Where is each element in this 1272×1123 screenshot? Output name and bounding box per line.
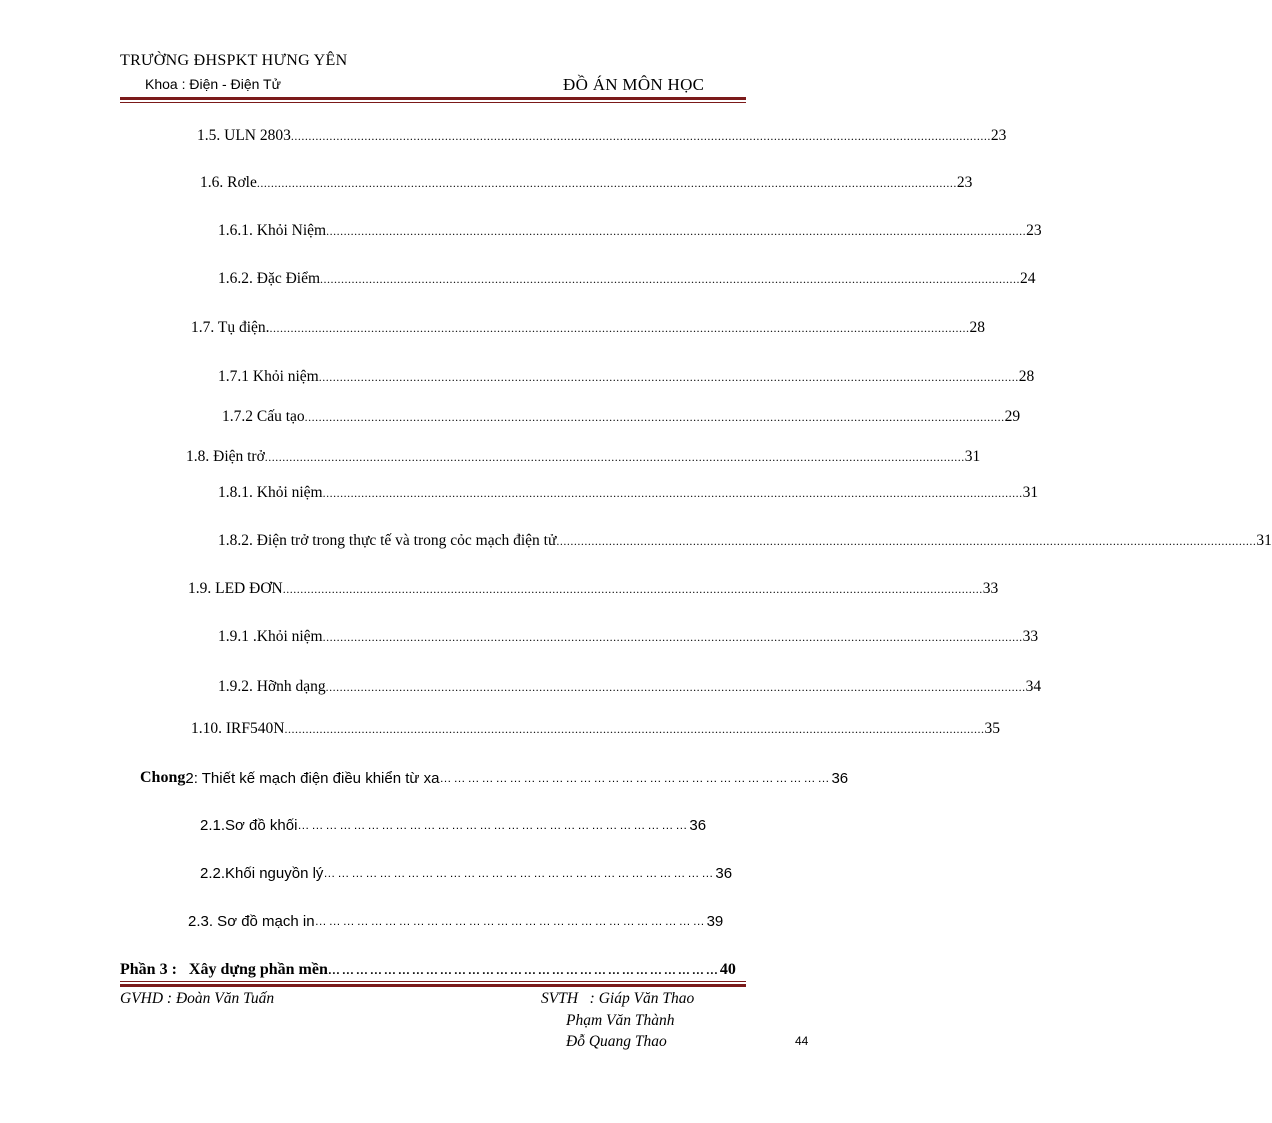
toc-entry-page: 28 (969, 319, 985, 336)
toc-entry (222, 404, 1021, 426)
instructor-name: GVHD : Đoàn Văn Tuấn (120, 990, 275, 1007)
header-rule-thick (120, 97, 746, 100)
toc-entry-label: 2.3. Sơ đồ mạch in (188, 913, 315, 930)
toc-entry (200, 812, 707, 834)
toc-entry-label: 1.9.1 .Khỏi niệm (218, 628, 323, 645)
toc-entry-page: 23 (1026, 222, 1042, 239)
toc-leader: ………………………………………………………………………… (327, 963, 720, 977)
toc-entry (218, 674, 1042, 696)
toc-entry-label: 1.8.1. Khỏi niệm (218, 484, 323, 501)
toc-entry-page: 35 (984, 720, 1000, 737)
toc-entry-label: 1.6.2. Đặc Điểm (218, 270, 321, 287)
toc-entry-label: 1.9.2. Hỡnh dạng (218, 678, 326, 695)
toc-leader: ………………………………………………………………………… (439, 771, 832, 785)
toc-entry (197, 123, 1007, 145)
toc-entry-label: 1.5. ULN 2803 (197, 127, 291, 144)
toc-entry-label: 1.6. Rơle (200, 174, 257, 191)
toc-entry-label: 1.7.1 Khỏi niệm (218, 368, 319, 385)
toc-entry-page: 23 (990, 127, 1007, 144)
toc-entry-page: 33 (982, 580, 999, 597)
toc-entry (186, 444, 981, 466)
toc-entry-page: 36 (689, 817, 707, 834)
footer-rule-thin (120, 981, 746, 982)
toc-leader: ........................................................................................................................................................................................................ (326, 224, 1027, 238)
toc-entry-page: 33 (1022, 628, 1039, 645)
toc-leader: ........................................................................................................................................................................................................ (325, 680, 1026, 694)
toc-part-entry (120, 957, 736, 979)
toc-entry-label: 1.9. LED ĐƠN (188, 580, 283, 597)
toc-entry-page: 36 (831, 770, 849, 787)
student-3: Đỗ Quang Thao (566, 1033, 667, 1050)
toc-chapter-entry (140, 765, 849, 787)
toc-entry (200, 170, 973, 192)
toc-entry-page: 24 (1020, 270, 1036, 287)
toc-leader: ........................................................................................................................................................................................................ (318, 370, 1019, 384)
school-name: TRƯỜNG ĐHSPKT HƯNG YÊN (120, 52, 348, 69)
toc-entry (218, 266, 1036, 288)
toc-entry (188, 908, 724, 930)
chapter-number: 2 (185, 770, 194, 787)
toc-entry-label: 2.1.Sơ đồ khối (200, 817, 298, 834)
toc-leader: ........................................................................................................................................................................................................ (284, 722, 985, 736)
toc-entry-page: 40 (719, 961, 736, 978)
toc-entry-label: Phần 3 : Xây dựng phần mền (120, 961, 328, 978)
student-2: Phạm Văn Thành (566, 1012, 675, 1029)
toc-entry (200, 860, 733, 882)
toc-leader: ........................................................................................................................................................................................................ (322, 630, 1023, 644)
student-1: SVTH : Giáp Văn Thao (541, 990, 695, 1007)
toc-leader: ........................................................................................................................................................................................................ (290, 129, 991, 143)
toc-entry (218, 528, 1272, 550)
toc-entry-label: 1.8. Điện trở (186, 448, 265, 465)
toc-leader: ........................................................................................................................................................................................................ (320, 272, 1021, 286)
toc-entry-page: 28 (1018, 368, 1035, 385)
toc-leader: ………………………………………………………………………… (323, 866, 716, 880)
toc-leader: ………………………………………………………………………… (314, 914, 707, 928)
toc-leader: ........................................................................................................................................................................................................ (269, 321, 970, 335)
toc-leader: ........................................................................................................................................................................................................ (556, 534, 1257, 548)
toc-entry (188, 576, 999, 598)
toc-entry (218, 218, 1042, 240)
toc-leader: ........................................................................................................................................................................................................ (264, 450, 965, 464)
toc-leader: ………………………………………………………………………… (297, 818, 690, 832)
toc-entry-label: 1.8.2. Điện trở trong thực tế và trong cỏc mạch điện tử (218, 532, 557, 549)
toc-entry-label: 2.2.Khối nguyồn lý (200, 865, 324, 882)
document-title: ĐỒ ÁN MÔN HỌC (563, 75, 705, 94)
toc-entry-page: 23 (956, 174, 973, 191)
faculty-name: Khoa : Điện - Điện Tử (145, 76, 281, 92)
toc-entry-label: : Thiết kế mạch điện điều khiển từ xa (193, 770, 440, 787)
toc-entry-page: 34 (1025, 678, 1042, 695)
toc-entry-page: 39 (706, 913, 724, 930)
toc-entry-label: 1.6.1. Khỏi Niệm (218, 222, 327, 239)
toc-leader: ........................................................................................................................................................................................................ (322, 486, 1023, 500)
chapter-prefix: Chong (140, 769, 186, 786)
toc-leader: ........................................................................................................................................................................................................ (256, 176, 957, 190)
toc-entry-page: 31 (964, 448, 981, 465)
toc-entry-label: 1.7.2 Cấu tạo (222, 408, 305, 425)
header-rule-thin (120, 102, 746, 103)
toc-entry (191, 315, 985, 337)
toc-leader: ........................................................................................................................................................................................................ (304, 410, 1005, 424)
footer-rule-thick (120, 984, 746, 987)
toc-entry (218, 364, 1035, 386)
page-number: 44 (795, 1034, 809, 1048)
toc-leader: ........................................................................................................................................................................................................ (282, 582, 983, 596)
toc-entry-page: 31 (1022, 484, 1039, 501)
toc-entry-label: 1.10. IRF540N (191, 720, 285, 737)
toc-entry-label: 1.7. Tụ điện. (191, 319, 270, 336)
toc-entry-page: 29 (1004, 408, 1021, 425)
toc-entry (191, 716, 1000, 738)
toc-entry-page: 31 (1256, 532, 1272, 549)
toc-entry-page: 36 (715, 865, 733, 882)
toc-entry (218, 480, 1039, 502)
toc-entry (218, 624, 1039, 646)
